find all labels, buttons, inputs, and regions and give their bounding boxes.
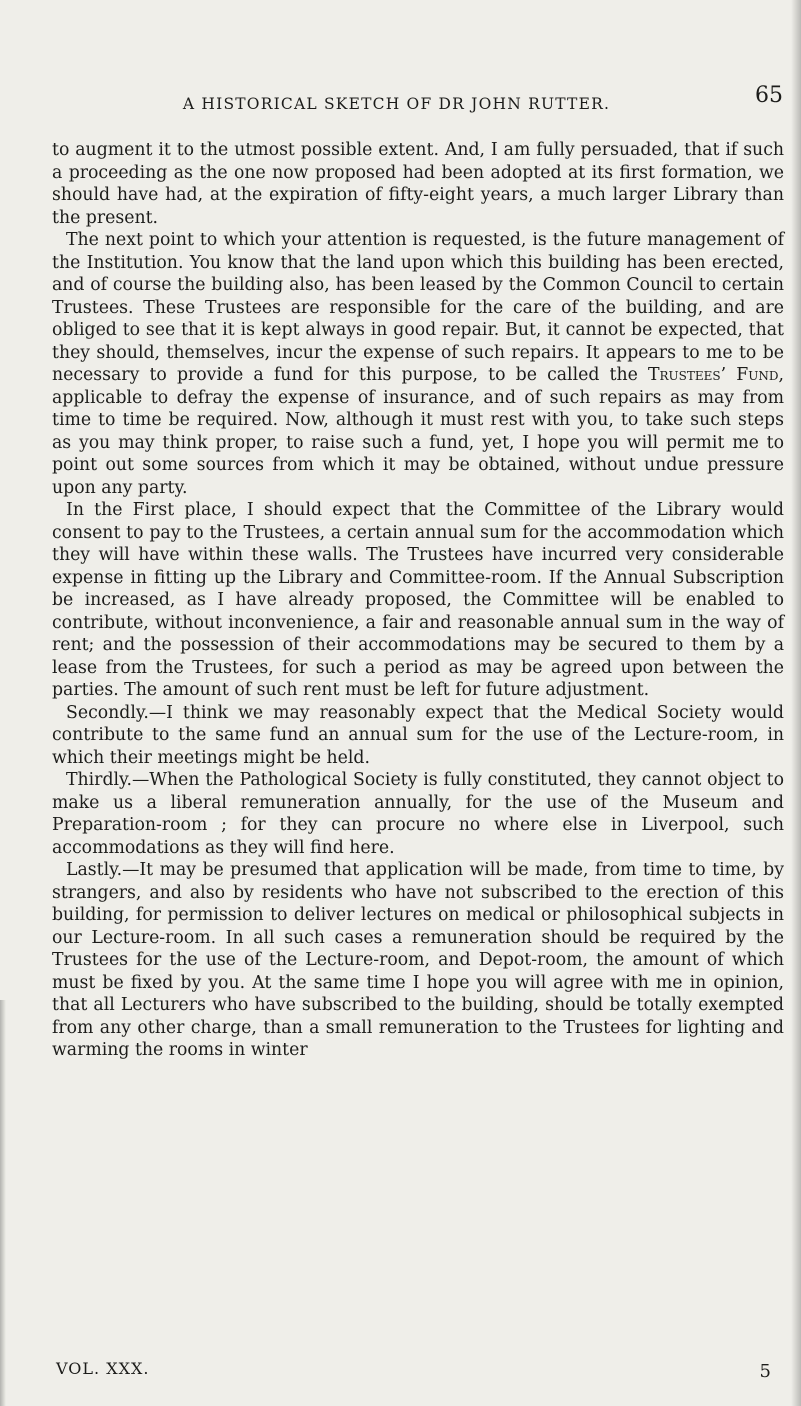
paragraph-lastly: Lastly.—It may be presumed that application will be made, from time to time, by strangers, and also by residents who have not subscribed to the erection of this building, for permission to deliver lectures on medical or philosophical subjects in our Lecture-room. In all such cases a remuneration should be required by the Trustees for the use of the Lecture-room, and Depot-room, the amount of which must be fixed by you. At the same time I hope you will agree with me in opinion, that all Lecturers who have subscribed to the building, should be totally exempted from any other charge, than a small remuneration to the Trustees for lighting and warming the rooms in winter (52, 860, 784, 1060)
paragraph-first-place: In the First place, I should expect that the Committee of the Library would consent to pay to the Trustees, a certain annual sum for the accommodation which they will have within these walls. The Trustees have incurred very considerable expense in fitting up the Library and Committee-room. If the Annual Subscription be increased, as I have already proposed, the Committee will be enabled to contribute, without inconvenience, a fair and reasonable annual sum in the way of rent; and the possession of their accommodations may be secured to them by a lease from the Trustees, for such a period as may be agreed upon between the parties. The amount of such rent must be left for future adjustment. (52, 500, 784, 700)
page-number: 65 (755, 83, 783, 108)
paragraph-secondly: Secondly.—I think we may reasonably expect that the Medical Society would contribute to the same fund an annual sum for the use of the Lecture-room, in which their meetings might be held. (52, 702, 784, 768)
paragraph-thirdly: Thirdly.—When the Pathological Society is fully constituted, they cannot object to make us a liberal remuneration annually, for the use of the Museum and Preparation-room ; for they can procure no where else in Liverpool, such accommodations as they will find here. (52, 770, 784, 858)
paragraph-trustees-fund (52, 229, 784, 499)
paragraph-text: The next point to which your attention is requested, is the future management of the Institution. You know that the land upon which this building has been erected, and of course the building also, has been leased by the Common Council to certain Trustees. These Trustees are responsible for the care of the building, and are obliged to see that it is kept always in good repair. But, it cannot be expected, that they should, themselves, incur the expense of such repairs. It appears to me to be necessary to provide a fund for this purpose, to be called the (52, 230, 784, 385)
page-footer (56, 1359, 771, 1387)
signature-number: 5 (759, 1361, 771, 1382)
page-header (60, 77, 783, 117)
running-title: A HISTORICAL SKETCH OF DR JOHN RUTTER. (182, 95, 611, 113)
body-text (52, 139, 784, 1062)
page-edge-shadow (791, 0, 801, 1406)
binding-shadow (0, 1000, 6, 1406)
paragraph-continuation: to augment it to the utmost possible extent. And, I am fully persuaded, that if such a proceeding as the one now proposed had been adopted at its first formation, we should have had, at the expiration of fifty-eight years, a much larger Library than the present. (52, 140, 784, 228)
paragraph-text: , applicable to defray the expense of insurance, and of such repairs as may from time to time be required. Now, although it must rest with you, to take such steps as you may think proper, to raise such a fund, yet, I hope you will permit me to point out some sources from which it may be obtained, without undue pressure upon any party. (52, 365, 784, 498)
trustees-fund-term: Trustees’ Fund (647, 365, 779, 385)
volume-signature: VOL. XXX. (56, 1359, 150, 1378)
